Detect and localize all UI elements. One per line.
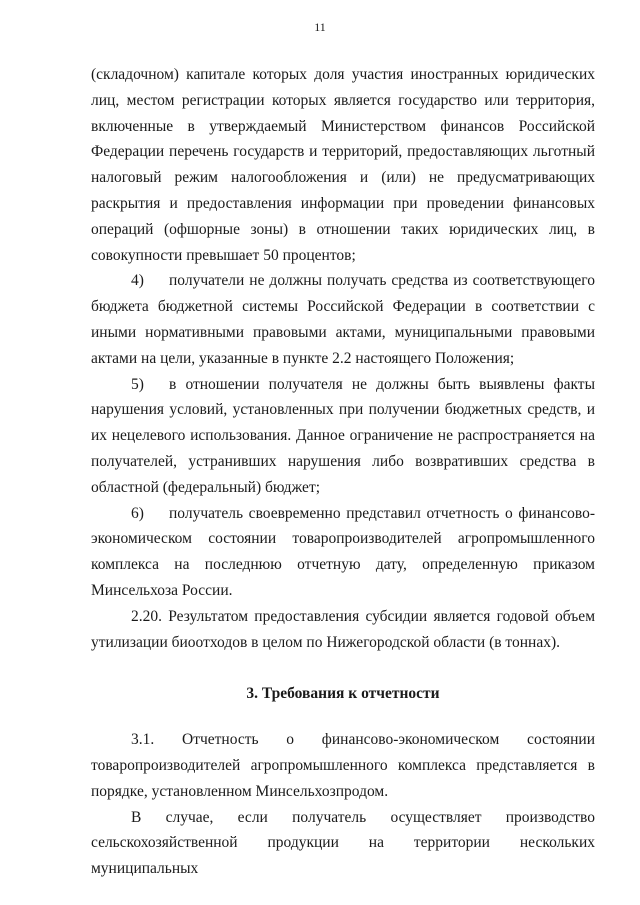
list-item-5-number: 5): [131, 375, 144, 393]
list-item-5-text: в отношении получателя не должны быть выявлены факты нарушения условий, установленных при получении бюджетных средств, и их нецелевого использования. Данное ограничение не распространяется на получателей, устранивших нарушения либо возвративших средства в областной (федеральный) бюджет;: [91, 375, 595, 496]
paragraph-continuation: (складочном) капитале которых доля участия иностранных юридических лиц, местом регистрации которых является государство или территория, включенные в утверждаемый Министерством финансов Российской Федерации перечень государств и территорий, предоставляющих льготный налоговый режим налогообложения и (или) не предусматривающих раскрытия и предоставления информации при проведении финансовых операций (офшорные зоны) в отношении таких юридических лиц, в совокупности превышает 50 процентов;: [91, 66, 595, 264]
list-item-4-number: 4): [131, 272, 144, 290]
list-item-4: [91, 268, 595, 371]
paragraph-3-1: 3.1. Отчетность о финансово-экономическом состоянии товаропроизводителей агропромышленного комплекса представляется в порядке, установленном Минсельхозпродом.: [91, 731, 595, 800]
list-item-5: [91, 372, 595, 501]
section-3-heading: 3. Требования к отчетности: [246, 685, 440, 703]
page-number: 11: [314, 20, 326, 34]
document-body: [91, 62, 595, 882]
paragraph-2-20: 2.20. Результатом предоставления субсидии является годовой объем утилизации биоотходов в целом по Нижегородской области (в тоннах).: [91, 607, 595, 651]
list-item-6-text: получатель своевременно представил отчетность о финансово-экономическом состоянии товаропроизводителей агропромышленного комплекса на последнюю отчетную дату, определенную приказом Минсельхоза России.: [91, 504, 595, 599]
list-item-6-number: 6): [131, 504, 144, 522]
list-item-6: [91, 501, 595, 604]
paragraph-last: В случае, если получатель осуществляет производство сельскохозяйственной продукции на территории нескольких муниципальных: [91, 808, 595, 878]
list-item-4-text: получатели не должны получать средства из соответствующего бюджета бюджетной системы Российской Федерации в соответствии с иными нормативными правовыми актами, муниципальными правовыми актами на цели, указанные в пункте 2.2 настоящего Положения;: [91, 272, 595, 367]
